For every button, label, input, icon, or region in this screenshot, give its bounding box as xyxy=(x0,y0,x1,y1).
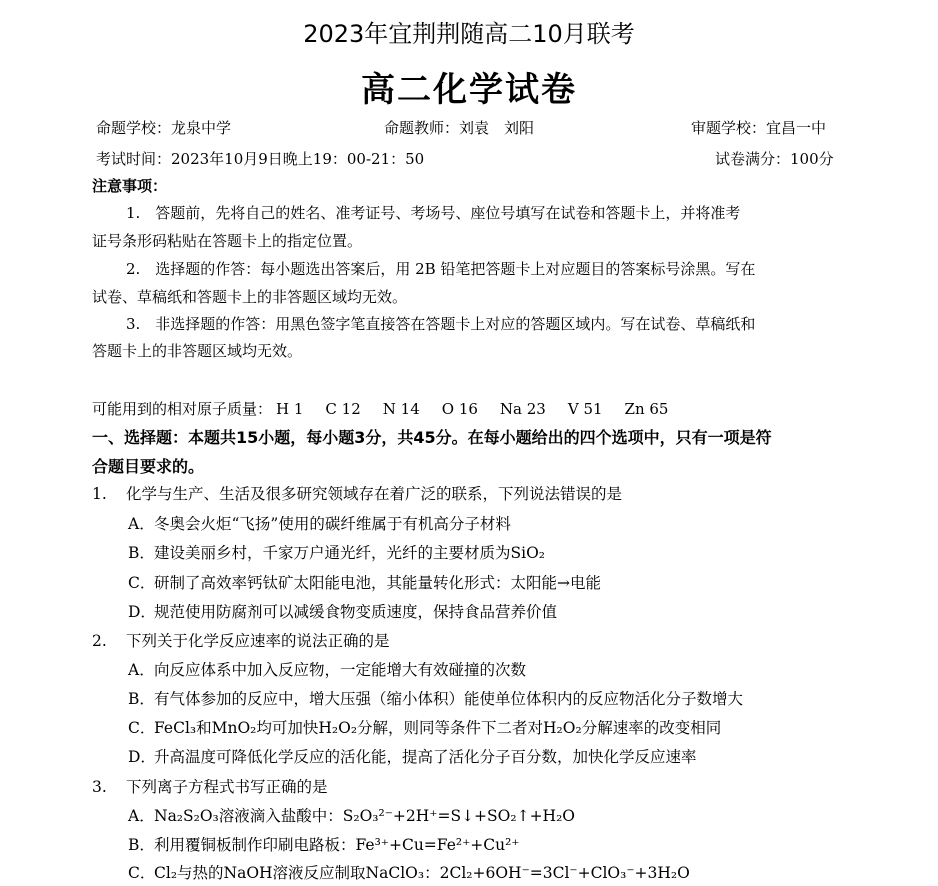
option-text: 建设美丽乡村，千家万户通光纤，光纤的主要材质为SiO₂ xyxy=(154,544,545,562)
q2-option-d xyxy=(128,747,697,767)
section-1-heading: 一、选择题：本题共15小题，每小题3分，共45分。在每小题给出的四个选项中，只有一项是符 xyxy=(92,428,772,447)
option-text: Cl₂与热的NaOH溶液反应制取NaClO₃：2Cl₂+6OH⁻=3Cl⁻+ClO₃⁻+3H₂O xyxy=(154,864,690,882)
q1-option-a xyxy=(128,514,511,534)
q2-option-b xyxy=(128,689,743,709)
mass-item: V 51 xyxy=(567,400,603,418)
proposing-teacher: 命题教师：刘袁 刘阳 xyxy=(384,119,535,137)
note-3-line-2: 答题卡上的非答题区域均无效。 xyxy=(92,342,303,360)
option-letter: D． xyxy=(128,603,156,621)
option-letter: C． xyxy=(128,719,156,737)
mass-item: N 14 xyxy=(382,400,420,418)
page-title: 高二化学试卷 xyxy=(361,70,577,110)
mass-item: Na 23 xyxy=(499,400,546,418)
option-letter: B． xyxy=(128,544,155,562)
note-3-line-1: 3. 非选择题的作答：用黑色签字笔直接答在答题卡上对应的答题区域内。写在试卷、草稿纸和 xyxy=(126,315,756,333)
q1-option-b xyxy=(128,543,545,563)
note-2-line-2: 试卷、草稿纸和答题卡上的非答题区域均无效。 xyxy=(92,288,408,306)
q2-option-c xyxy=(128,718,721,738)
question-stem: 下列关于化学反应速率的说法正确的是 xyxy=(126,632,390,650)
question-2 xyxy=(92,631,390,651)
option-letter: C． xyxy=(128,864,156,882)
review-school: 审题学校：宜昌一中 xyxy=(691,119,827,137)
mass-item: C 12 xyxy=(325,400,361,418)
option-letter: C． xyxy=(128,574,156,592)
option-text: 冬奥会火炬“飞扬”使用的碳纤维属于有机高分子材料 xyxy=(154,515,511,533)
option-letter: A． xyxy=(128,515,155,533)
option-letter: D． xyxy=(128,748,156,766)
question-number: 1. xyxy=(92,485,107,503)
question-number: 2. xyxy=(92,632,107,650)
question-stem: 下列离子方程式书写正确的是 xyxy=(126,778,328,796)
question-1 xyxy=(92,484,622,504)
option-letter: A． xyxy=(128,807,155,825)
q1-option-c xyxy=(128,573,601,593)
mass-item: Zn 65 xyxy=(624,400,669,418)
atomic-masses-label: 可能用到的相对原子质量： xyxy=(92,400,273,418)
question-number: 3. xyxy=(92,778,107,796)
option-text: 规范使用防腐剂可以减缓食物变质速度，保持食品营养价值 xyxy=(154,603,558,621)
option-letter: B． xyxy=(128,690,155,708)
note-1-line-1: 1. 答题前，先将自己的姓名、准考证号、考场号、座位号填写在试卷和答题卡上，并将准考 xyxy=(126,204,741,222)
q3-option-a xyxy=(128,806,575,826)
mass-item: H 1 xyxy=(276,400,304,418)
proposing-school: 命题学校：龙泉中学 xyxy=(96,119,232,137)
option-text: 向反应体系中加入反应物，一定能增大有效碰撞的次数 xyxy=(154,661,527,679)
question-stem: 化学与生产、生活及很多研究领域存在着广泛的联系，下列说法错误的是 xyxy=(126,485,623,503)
q1-option-d xyxy=(128,602,557,622)
q3-option-c xyxy=(128,863,690,883)
option-text: FeCl₃和MnO₂均可加快H₂O₂分解，则同等条件下二者对H₂O₂分解速率的改变相同 xyxy=(154,719,722,737)
option-letter: B． xyxy=(128,836,155,854)
option-text: 研制了高效率钙钛矿太阳能电池，其能量转化形式：太阳能→电能 xyxy=(154,574,601,592)
option-letter: A． xyxy=(128,661,155,679)
note-2-line-1: 2. 选择题的作答：每小题选出答案后，用 2B 铅笔把答题卡上对应题目的答案标号涂黑。写在 xyxy=(126,260,756,278)
option-text: 有气体参加的反应中，增大压强（缩小体积）能使单位体积内的反应物活化分子数增大 xyxy=(154,690,744,708)
option-text: Na₂S₂O₃溶液滴入盐酸中：S₂O₃²⁻+2H⁺=S↓+SO₂↑+H₂O xyxy=(154,807,575,825)
section-1-heading-cont: 合题目要求的。 xyxy=(92,457,205,476)
option-text: 利用覆铜板制作印刷电路板：Fe³⁺+Cu=Fe²⁺+Cu²⁺ xyxy=(154,836,520,854)
question-3 xyxy=(92,777,328,797)
exam-title: 2023年宜荆荆随高二10月联考 xyxy=(303,20,635,48)
note-1-line-2: 证号条形码粘贴在答题卡上的指定位置。 xyxy=(92,232,363,250)
notes-heading: 注意事项： xyxy=(92,177,168,195)
exam-time: 考试时间：2023年10月9日晚上19：00-21：50 xyxy=(96,150,425,168)
option-text: 升高温度可降低化学反应的活化能，提高了活化分子百分数，加快化学反应速率 xyxy=(154,748,697,766)
mass-item: O 16 xyxy=(441,400,478,418)
atomic-masses xyxy=(92,399,690,419)
q3-option-b xyxy=(128,835,520,855)
full-score: 试卷满分：100分 xyxy=(715,150,834,168)
q2-option-a xyxy=(128,660,526,680)
